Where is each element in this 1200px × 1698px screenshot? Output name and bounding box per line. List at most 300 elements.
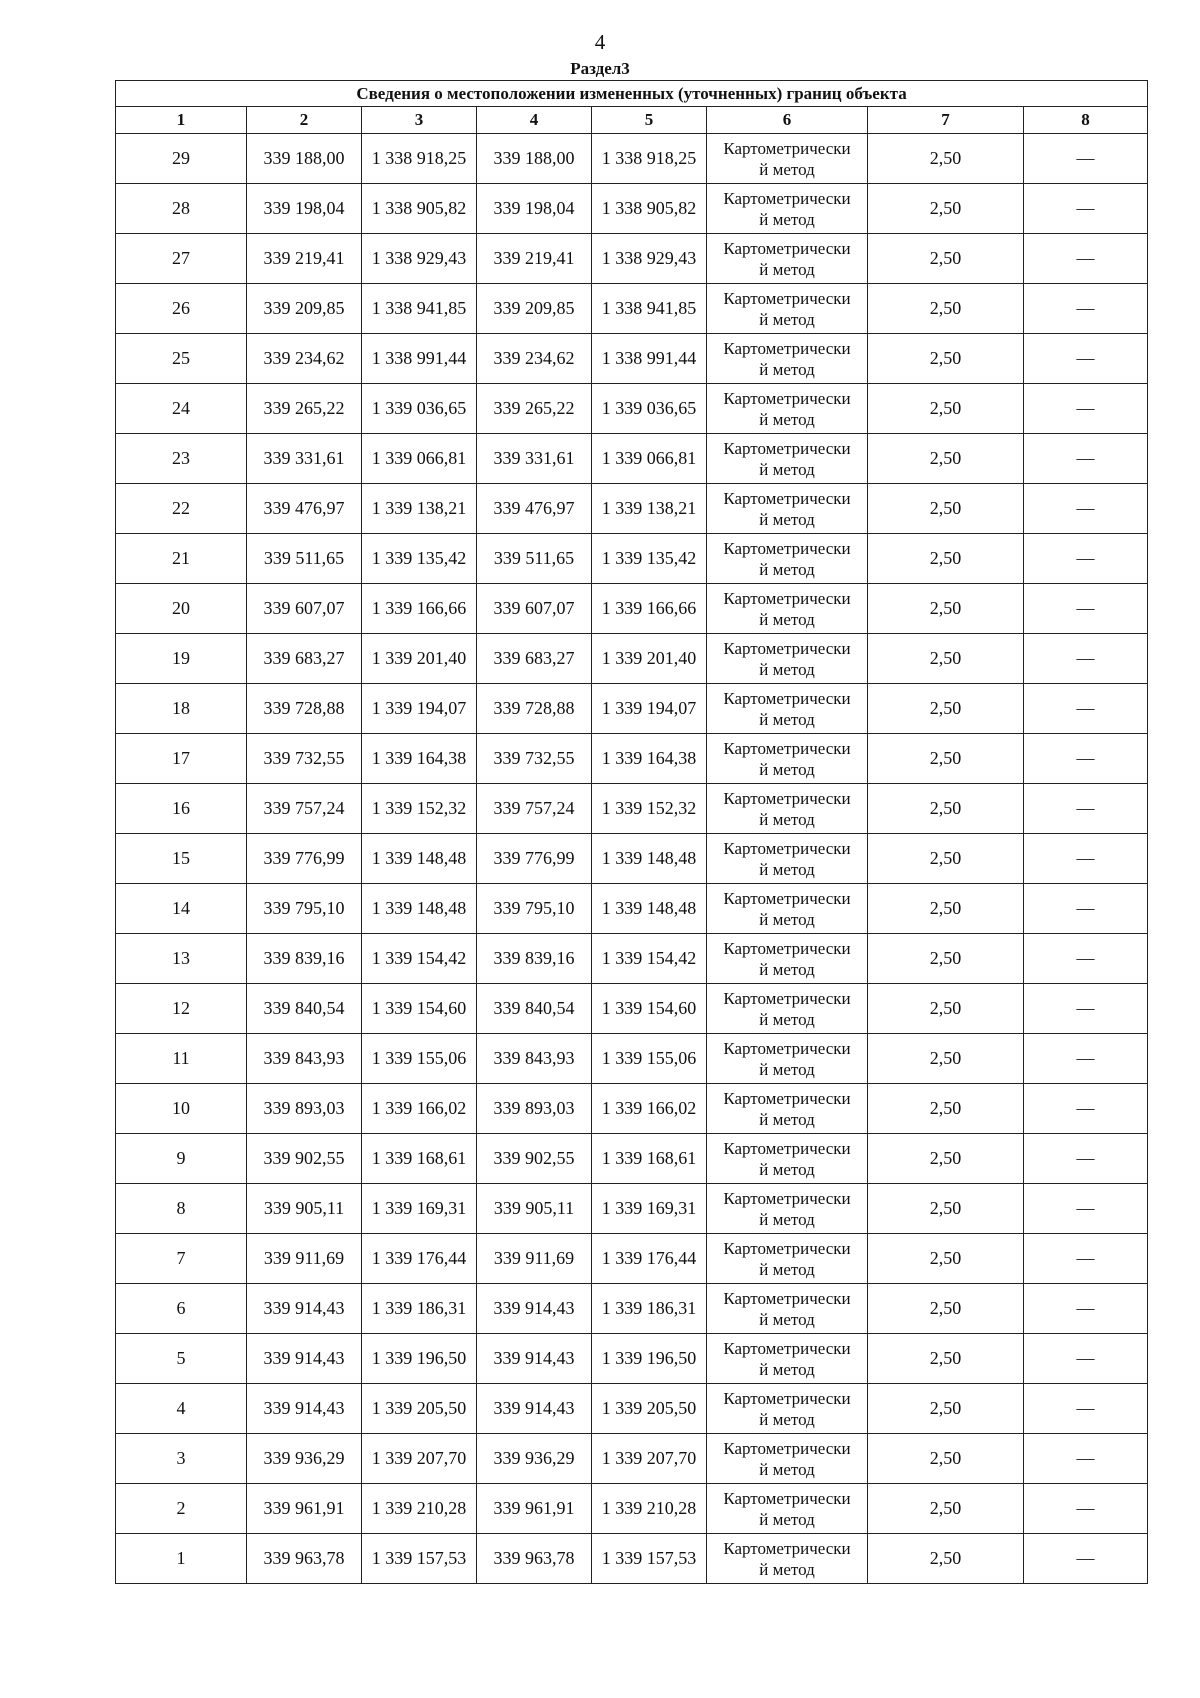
point-number-cell: 17 [116,734,247,784]
method-cell [707,134,868,184]
method-cell [707,934,868,984]
x-new-cell: 339 757,24 [477,784,592,834]
table-row [116,1234,1148,1284]
x-new-cell: 339 188,00 [477,134,592,184]
y-old-cell: 1 339 135,42 [362,534,477,584]
x-old-cell: 339 511,65 [247,534,362,584]
column-number: 7 [868,107,1024,134]
accuracy-cell: 2,50 [868,1234,1024,1284]
method-label-line2: й метод [759,1059,815,1079]
x-old-cell: 339 914,43 [247,1384,362,1434]
method-cell [707,434,868,484]
x-old-cell: 339 961,91 [247,1484,362,1534]
table-body [116,134,1148,1584]
method-cell [707,484,868,534]
y-new-cell: 1 339 201,40 [592,634,707,684]
note-cell: — [1024,184,1148,234]
y-old-cell: 1 339 138,21 [362,484,477,534]
column-number-row [116,107,1148,134]
note-cell: — [1024,1434,1148,1484]
y-new-cell: 1 339 157,53 [592,1534,707,1584]
table-row [116,484,1148,534]
x-old-cell: 339 265,22 [247,384,362,434]
y-new-cell: 1 339 176,44 [592,1234,707,1284]
table-row [116,1334,1148,1384]
method-cell [707,1284,868,1334]
method-label-line2: й метод [759,609,815,629]
method-label-line1: Картометрически [723,1388,851,1408]
y-new-cell: 1 338 941,85 [592,284,707,334]
method-label-line1: Картометрически [723,238,851,258]
y-old-cell: 1 339 196,50 [362,1334,477,1384]
note-cell: — [1024,1334,1148,1384]
y-new-cell: 1 338 991,44 [592,334,707,384]
x-old-cell: 339 902,55 [247,1134,362,1184]
accuracy-cell: 2,50 [868,184,1024,234]
x-old-cell: 339 840,54 [247,984,362,1034]
y-new-cell: 1 339 196,50 [592,1334,707,1384]
x-new-cell: 339 936,29 [477,1434,592,1484]
x-old-cell: 339 219,41 [247,234,362,284]
table-row [116,184,1148,234]
point-number-cell: 3 [116,1434,247,1484]
note-cell: — [1024,434,1148,484]
x-old-cell: 339 936,29 [247,1434,362,1484]
accuracy-cell: 2,50 [868,934,1024,984]
method-label-line2: й метод [759,459,815,479]
method-label-line1: Картометрически [723,638,851,658]
note-cell: — [1024,584,1148,634]
method-label-line2: й метод [759,209,815,229]
y-old-cell: 1 339 194,07 [362,684,477,734]
method-label-line1: Картометрически [723,388,851,408]
point-number-cell: 9 [116,1134,247,1184]
y-old-cell: 1 339 186,31 [362,1284,477,1334]
table-row [116,834,1148,884]
method-label-line1: Картометрически [723,888,851,908]
note-cell: — [1024,1134,1148,1184]
section-title: Раздел3 [570,59,630,78]
y-new-cell: 1 339 154,60 [592,984,707,1034]
method-label-line2: й метод [759,1359,815,1379]
x-old-cell: 339 188,00 [247,134,362,184]
method-label-line2: й метод [759,659,815,679]
table-row [116,584,1148,634]
y-old-cell: 1 339 157,53 [362,1534,477,1584]
method-cell [707,384,868,434]
accuracy-cell: 2,50 [868,234,1024,284]
note-cell: — [1024,234,1148,284]
method-label-line1: Картометрически [723,1338,851,1358]
point-number-cell: 15 [116,834,247,884]
y-old-cell: 1 338 941,85 [362,284,477,334]
accuracy-cell: 2,50 [868,584,1024,634]
table-row [116,734,1148,784]
x-new-cell: 339 209,85 [477,284,592,334]
note-cell: — [1024,334,1148,384]
x-old-cell: 339 893,03 [247,1084,362,1134]
note-cell: — [1024,734,1148,784]
table-row [116,934,1148,984]
y-old-cell: 1 339 155,06 [362,1034,477,1084]
x-new-cell: 339 963,78 [477,1534,592,1584]
note-cell: — [1024,1184,1148,1234]
method-cell [707,834,868,884]
method-cell [707,734,868,784]
method-cell [707,1034,868,1084]
x-old-cell: 339 843,93 [247,1034,362,1084]
point-number-cell: 4 [116,1384,247,1434]
method-label-line1: Картометрически [723,438,851,458]
method-label-line1: Картометрически [723,488,851,508]
point-number-cell: 14 [116,884,247,934]
table-row [116,784,1148,834]
accuracy-cell: 2,50 [868,134,1024,184]
method-label-line2: й метод [759,709,815,729]
y-new-cell: 1 339 154,42 [592,934,707,984]
method-cell [707,234,868,284]
point-number-cell: 8 [116,1184,247,1234]
accuracy-cell: 2,50 [868,834,1024,884]
x-old-cell: 339 683,27 [247,634,362,684]
y-new-cell: 1 338 905,82 [592,184,707,234]
point-number-cell: 16 [116,784,247,834]
method-cell [707,334,868,384]
table-caption: Сведения о местоположении измененных (уточненных) границ объекта [116,81,1148,107]
method-label-line2: й метод [759,1559,815,1579]
y-new-cell: 1 338 929,43 [592,234,707,284]
column-number: 2 [247,107,362,134]
table-row [116,1434,1148,1484]
x-old-cell: 339 209,85 [247,284,362,334]
x-old-cell: 339 914,43 [247,1334,362,1384]
method-label-line1: Картометрически [723,338,851,358]
accuracy-cell: 2,50 [868,1184,1024,1234]
method-label-line2: й метод [759,1009,815,1029]
method-label-line1: Картометрически [723,288,851,308]
point-number-cell: 26 [116,284,247,334]
y-new-cell: 1 339 148,48 [592,884,707,934]
x-new-cell: 339 843,93 [477,1034,592,1084]
x-new-cell: 339 331,61 [477,434,592,484]
x-new-cell: 339 607,07 [477,584,592,634]
method-label-line1: Картометрически [723,138,851,158]
y-new-cell: 1 339 194,07 [592,684,707,734]
point-number-cell: 13 [116,934,247,984]
table-row [116,1034,1148,1084]
accuracy-cell: 2,50 [868,434,1024,484]
method-cell [707,784,868,834]
y-new-cell: 1 339 205,50 [592,1384,707,1434]
y-new-cell: 1 339 168,61 [592,1134,707,1184]
x-new-cell: 339 476,97 [477,484,592,534]
method-cell [707,284,868,334]
point-number-cell: 5 [116,1334,247,1384]
method-cell [707,534,868,584]
table-row [116,1084,1148,1134]
point-number-cell: 18 [116,684,247,734]
x-new-cell: 339 728,88 [477,684,592,734]
x-old-cell: 339 757,24 [247,784,362,834]
y-new-cell: 1 339 186,31 [592,1284,707,1334]
method-label-line2: й метод [759,259,815,279]
method-cell [707,1234,868,1284]
x-old-cell: 339 331,61 [247,434,362,484]
table-row [116,384,1148,434]
note-cell: — [1024,934,1148,984]
column-number: 6 [707,107,868,134]
point-number-cell: 20 [116,584,247,634]
accuracy-cell: 2,50 [868,284,1024,334]
note-cell: — [1024,484,1148,534]
y-new-cell: 1 339 164,38 [592,734,707,784]
x-new-cell: 339 198,04 [477,184,592,234]
note-cell: — [1024,1384,1148,1434]
point-number-cell: 24 [116,384,247,434]
boundary-coordinates-table [115,80,1148,1584]
y-new-cell: 1 339 210,28 [592,1484,707,1534]
accuracy-cell: 2,50 [868,484,1024,534]
y-new-cell: 1 339 166,66 [592,584,707,634]
x-new-cell: 339 219,41 [477,234,592,284]
y-new-cell: 1 339 066,81 [592,434,707,484]
x-new-cell: 339 840,54 [477,984,592,1034]
y-old-cell: 1 339 168,61 [362,1134,477,1184]
y-old-cell: 1 339 201,40 [362,634,477,684]
point-number-cell: 10 [116,1084,247,1134]
column-number: 8 [1024,107,1148,134]
y-new-cell: 1 339 155,06 [592,1034,707,1084]
column-number: 5 [592,107,707,134]
accuracy-cell: 2,50 [868,634,1024,684]
method-label-line1: Картометрически [723,588,851,608]
x-old-cell: 339 911,69 [247,1234,362,1284]
method-label-line1: Картометрически [723,1288,851,1308]
method-cell [707,1484,868,1534]
x-new-cell: 339 914,43 [477,1334,592,1384]
y-new-cell: 1 339 138,21 [592,484,707,534]
y-old-cell: 1 339 207,70 [362,1434,477,1484]
accuracy-cell: 2,50 [868,1534,1024,1584]
method-label-line2: й метод [759,1409,815,1429]
method-label-line2: й метод [759,509,815,529]
x-new-cell: 339 795,10 [477,884,592,934]
x-old-cell: 339 963,78 [247,1534,362,1584]
y-old-cell: 1 339 164,38 [362,734,477,784]
x-new-cell: 339 961,91 [477,1484,592,1534]
method-cell [707,1084,868,1134]
note-cell: — [1024,784,1148,834]
method-cell [707,1434,868,1484]
method-label-line1: Картометрически [723,1538,851,1558]
method-label-line1: Картометрически [723,838,851,858]
x-new-cell: 339 905,11 [477,1184,592,1234]
method-label-line2: й метод [759,1259,815,1279]
method-label-line2: й метод [759,959,815,979]
method-label-line2: й метод [759,1209,815,1229]
accuracy-cell: 2,50 [868,1134,1024,1184]
table-row [116,684,1148,734]
method-label-line2: й метод [759,309,815,329]
method-label-line1: Картометрически [723,1238,851,1258]
method-label-line2: й метод [759,409,815,429]
x-new-cell: 339 839,16 [477,934,592,984]
y-old-cell: 1 338 905,82 [362,184,477,234]
table-row [116,284,1148,334]
point-number-cell: 28 [116,184,247,234]
method-label-line1: Картометрически [723,1088,851,1108]
y-new-cell: 1 339 148,48 [592,834,707,884]
table-row [116,1284,1148,1334]
x-old-cell: 339 905,11 [247,1184,362,1234]
accuracy-cell: 2,50 [868,1484,1024,1534]
y-old-cell: 1 339 148,48 [362,884,477,934]
table-row [116,634,1148,684]
method-label-line2: й метод [759,809,815,829]
point-number-cell: 19 [116,634,247,684]
page-number: 4 [594,30,606,54]
table-row [116,534,1148,584]
note-cell: — [1024,1234,1148,1284]
method-label-line2: й метод [759,909,815,929]
x-old-cell: 339 728,88 [247,684,362,734]
point-number-cell: 21 [116,534,247,584]
x-new-cell: 339 234,62 [477,334,592,384]
method-cell [707,1534,868,1584]
accuracy-cell: 2,50 [868,984,1024,1034]
table-row [116,134,1148,184]
method-label-line2: й метод [759,1459,815,1479]
method-label-line1: Картометрически [723,688,851,708]
y-old-cell: 1 339 210,28 [362,1484,477,1534]
method-cell [707,984,868,1034]
method-label-line1: Картометрически [723,1438,851,1458]
method-cell [707,584,868,634]
column-number: 4 [477,107,592,134]
accuracy-cell: 2,50 [868,734,1024,784]
x-old-cell: 339 607,07 [247,584,362,634]
y-new-cell: 1 339 169,31 [592,1184,707,1234]
note-cell: — [1024,884,1148,934]
table-row [116,1384,1148,1434]
method-cell [707,634,868,684]
point-number-cell: 6 [116,1284,247,1334]
note-cell: — [1024,134,1148,184]
x-new-cell: 339 902,55 [477,1134,592,1184]
table-row [116,1134,1148,1184]
method-label-line1: Картометрически [723,538,851,558]
point-number-cell: 22 [116,484,247,534]
note-cell: — [1024,634,1148,684]
x-new-cell: 339 776,99 [477,834,592,884]
note-cell: — [1024,1284,1148,1334]
x-new-cell: 339 511,65 [477,534,592,584]
y-old-cell: 1 339 148,48 [362,834,477,884]
table-row [116,334,1148,384]
table-row [116,1184,1148,1234]
method-label-line1: Картометрически [723,738,851,758]
y-new-cell: 1 338 918,25 [592,134,707,184]
y-old-cell: 1 339 036,65 [362,384,477,434]
method-label-line1: Картометрически [723,1188,851,1208]
note-cell: — [1024,534,1148,584]
column-number: 1 [116,107,247,134]
accuracy-cell: 2,50 [868,784,1024,834]
table-row [116,1484,1148,1534]
method-label-line2: й метод [759,1309,815,1329]
accuracy-cell: 2,50 [868,1284,1024,1334]
method-cell [707,1134,868,1184]
x-old-cell: 339 198,04 [247,184,362,234]
note-cell: — [1024,834,1148,884]
y-new-cell: 1 339 207,70 [592,1434,707,1484]
note-cell: — [1024,1084,1148,1134]
point-number-cell: 1 [116,1534,247,1584]
accuracy-cell: 2,50 [868,684,1024,734]
x-old-cell: 339 776,99 [247,834,362,884]
accuracy-cell: 2,50 [868,334,1024,384]
method-label-line1: Картометрически [723,1138,851,1158]
y-new-cell: 1 339 152,32 [592,784,707,834]
table-row [116,884,1148,934]
y-new-cell: 1 339 135,42 [592,534,707,584]
x-old-cell: 339 234,62 [247,334,362,384]
method-label-line1: Картометрически [723,938,851,958]
y-new-cell: 1 339 036,65 [592,384,707,434]
method-cell [707,1384,868,1434]
y-old-cell: 1 338 991,44 [362,334,477,384]
method-label-line1: Картометрически [723,188,851,208]
table-row [116,434,1148,484]
method-label-line2: й метод [759,759,815,779]
y-old-cell: 1 339 169,31 [362,1184,477,1234]
method-cell [707,884,868,934]
method-label-line2: й метод [759,559,815,579]
note-cell: — [1024,984,1148,1034]
method-label-line2: й метод [759,1109,815,1129]
x-new-cell: 339 893,03 [477,1084,592,1134]
point-number-cell: 7 [116,1234,247,1284]
column-number: 3 [362,107,477,134]
accuracy-cell: 2,50 [868,534,1024,584]
x-new-cell: 339 914,43 [477,1384,592,1434]
point-number-cell: 11 [116,1034,247,1084]
x-new-cell: 339 732,55 [477,734,592,784]
note-cell: — [1024,1484,1148,1534]
method-label-line1: Картометрически [723,988,851,1008]
accuracy-cell: 2,50 [868,384,1024,434]
y-old-cell: 1 339 176,44 [362,1234,477,1284]
point-number-cell: 27 [116,234,247,284]
accuracy-cell: 2,50 [868,1334,1024,1384]
method-label-line2: й метод [759,1159,815,1179]
y-old-cell: 1 339 154,60 [362,984,477,1034]
x-new-cell: 339 914,43 [477,1284,592,1334]
point-number-cell: 29 [116,134,247,184]
y-old-cell: 1 338 918,25 [362,134,477,184]
y-old-cell: 1 338 929,43 [362,234,477,284]
accuracy-cell: 2,50 [868,1084,1024,1134]
accuracy-cell: 2,50 [868,1384,1024,1434]
note-cell: — [1024,1534,1148,1584]
method-label-line2: й метод [759,159,815,179]
method-label-line1: Картометрически [723,1038,851,1058]
y-old-cell: 1 339 152,32 [362,784,477,834]
y-old-cell: 1 339 205,50 [362,1384,477,1434]
method-cell [707,184,868,234]
method-label-line2: й метод [759,1509,815,1529]
note-cell: — [1024,684,1148,734]
